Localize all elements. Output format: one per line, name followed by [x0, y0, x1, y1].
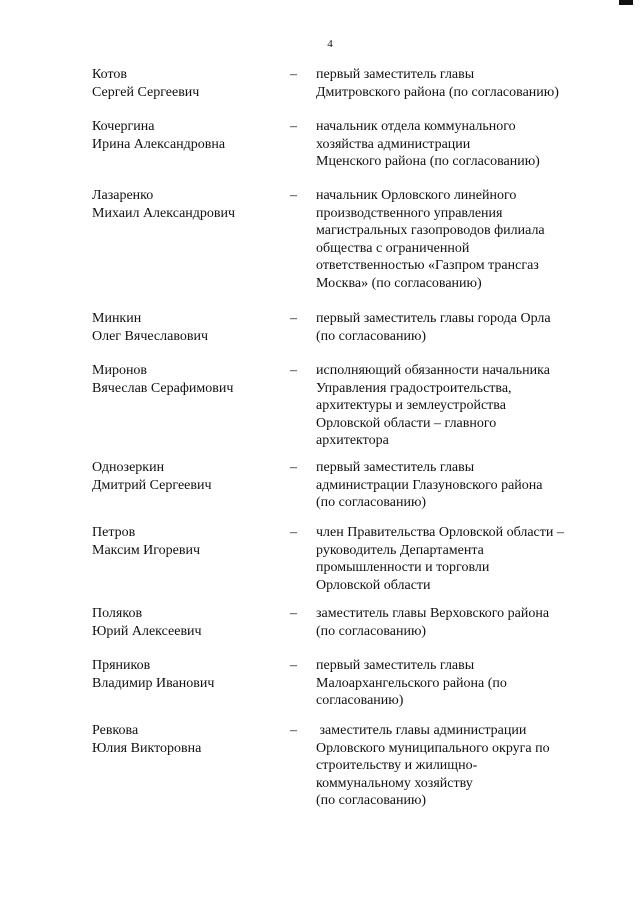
position-line: (по согласованию)	[316, 793, 427, 808]
position-line: заместитель главы администрации	[316, 723, 527, 738]
position-line: заместитель главы Верховского района	[316, 606, 550, 621]
position-line: магистральных газопроводов филиала	[316, 223, 545, 238]
given-names: Вячеслав Серафимович	[92, 380, 234, 396]
dash-separator: –	[290, 723, 297, 738]
position-description	[316, 657, 616, 710]
position-line: администрации Глазуновского района	[316, 477, 543, 493]
position-line: первый заместитель главы города Орла	[316, 311, 551, 326]
person-name	[92, 66, 282, 101]
position-description	[316, 118, 616, 171]
position-line: Малоархангельского района (по	[316, 675, 507, 691]
position-line: Орловской области	[316, 577, 431, 593]
person-name	[92, 187, 282, 222]
position-line: промышленности и торговли	[316, 560, 490, 575]
position-line: начальник Орловского линейного	[316, 188, 517, 203]
position-line: коммунальному хозяйству	[316, 775, 473, 791]
person-name	[92, 605, 282, 640]
position-description	[316, 310, 616, 345]
dash-separator: –	[290, 311, 297, 326]
given-names: Юлия Викторовна	[92, 740, 202, 756]
position-line: исполняющий обязанности начальника	[316, 363, 550, 378]
person-name	[92, 459, 282, 494]
dash-separator: –	[290, 525, 297, 540]
dash-separator: –	[290, 188, 297, 203]
surname: Кочергина	[92, 119, 155, 134]
position-line: Дмитровского района (по согласованию)	[316, 84, 559, 100]
position-line: начальник отдела коммунального	[316, 119, 516, 134]
given-names: Владимир Иванович	[92, 675, 215, 691]
person-name	[92, 362, 282, 397]
position-description	[316, 722, 616, 810]
position-line: первый заместитель главы	[316, 67, 475, 82]
dash-separator: –	[290, 363, 297, 378]
position-line: архитектора	[316, 433, 389, 448]
surname: Пряников	[92, 658, 151, 673]
position-line: Орловского муниципального округа по	[316, 740, 550, 756]
position-line: общества с ограниченной	[316, 240, 470, 256]
position-line: производственного управления	[316, 205, 503, 221]
surname: Поляков	[92, 606, 143, 621]
given-names: Михаил Александрович	[92, 205, 236, 221]
surname: Минкин	[92, 311, 142, 326]
position-line: хозяйства администрации	[316, 136, 471, 152]
position-line: согласованию)	[316, 693, 404, 708]
position-line: ответственностью «Газпром трансгаз	[316, 258, 539, 273]
position-line: член Правительства Орловской области –	[316, 525, 564, 540]
position-line: Орловской области – главного	[316, 415, 497, 431]
position-description	[316, 524, 616, 594]
dash-separator: –	[290, 658, 297, 673]
position-line: строительству и жилищно-	[316, 758, 478, 773]
position-line: Москва» (по согласованию)	[316, 275, 482, 291]
person-name	[92, 524, 282, 559]
surname: Однозеркин	[92, 460, 165, 475]
given-names: Олег Вячеславович	[92, 328, 209, 344]
person-name	[92, 722, 282, 757]
given-names: Сергей Сергеевич	[92, 84, 200, 100]
position-line: Мценского района (по согласованию)	[316, 154, 540, 169]
position-line: первый заместитель главы	[316, 658, 475, 673]
position-description	[316, 459, 616, 512]
position-line: (по согласованию)	[316, 328, 427, 344]
position-description	[316, 605, 616, 640]
position-line: (по согласованию)	[316, 495, 427, 510]
dash-separator: –	[290, 460, 297, 475]
given-names: Максим Игоревич	[92, 542, 201, 558]
position-line: руководитель Департамента	[316, 542, 484, 558]
person-name	[92, 657, 282, 692]
scan-corner-mark	[619, 0, 633, 5]
dash-separator: –	[290, 67, 297, 82]
position-line: архитектуры и землеустройства	[316, 398, 506, 413]
dash-separator: –	[290, 606, 297, 621]
dash-separator: –	[290, 119, 297, 134]
surname: Миронов	[92, 363, 148, 378]
position-description	[316, 187, 616, 292]
surname: Ревкова	[92, 723, 139, 738]
position-line: Управления градостроительства,	[316, 380, 512, 396]
given-names: Ирина Александровна	[92, 136, 226, 152]
given-names: Дмитрий Сергеевич	[92, 477, 212, 493]
page-number: 4	[327, 38, 333, 50]
position-line: (по согласованию)	[316, 623, 427, 639]
person-name	[92, 118, 282, 153]
position-description	[316, 362, 616, 450]
surname: Петров	[92, 525, 136, 540]
surname: Котов	[92, 67, 127, 82]
person-name	[92, 310, 282, 345]
position-line: первый заместитель главы	[316, 460, 475, 475]
position-description	[316, 66, 616, 101]
surname: Лазаренко	[92, 188, 154, 203]
given-names: Юрий Алексеевич	[92, 623, 202, 639]
